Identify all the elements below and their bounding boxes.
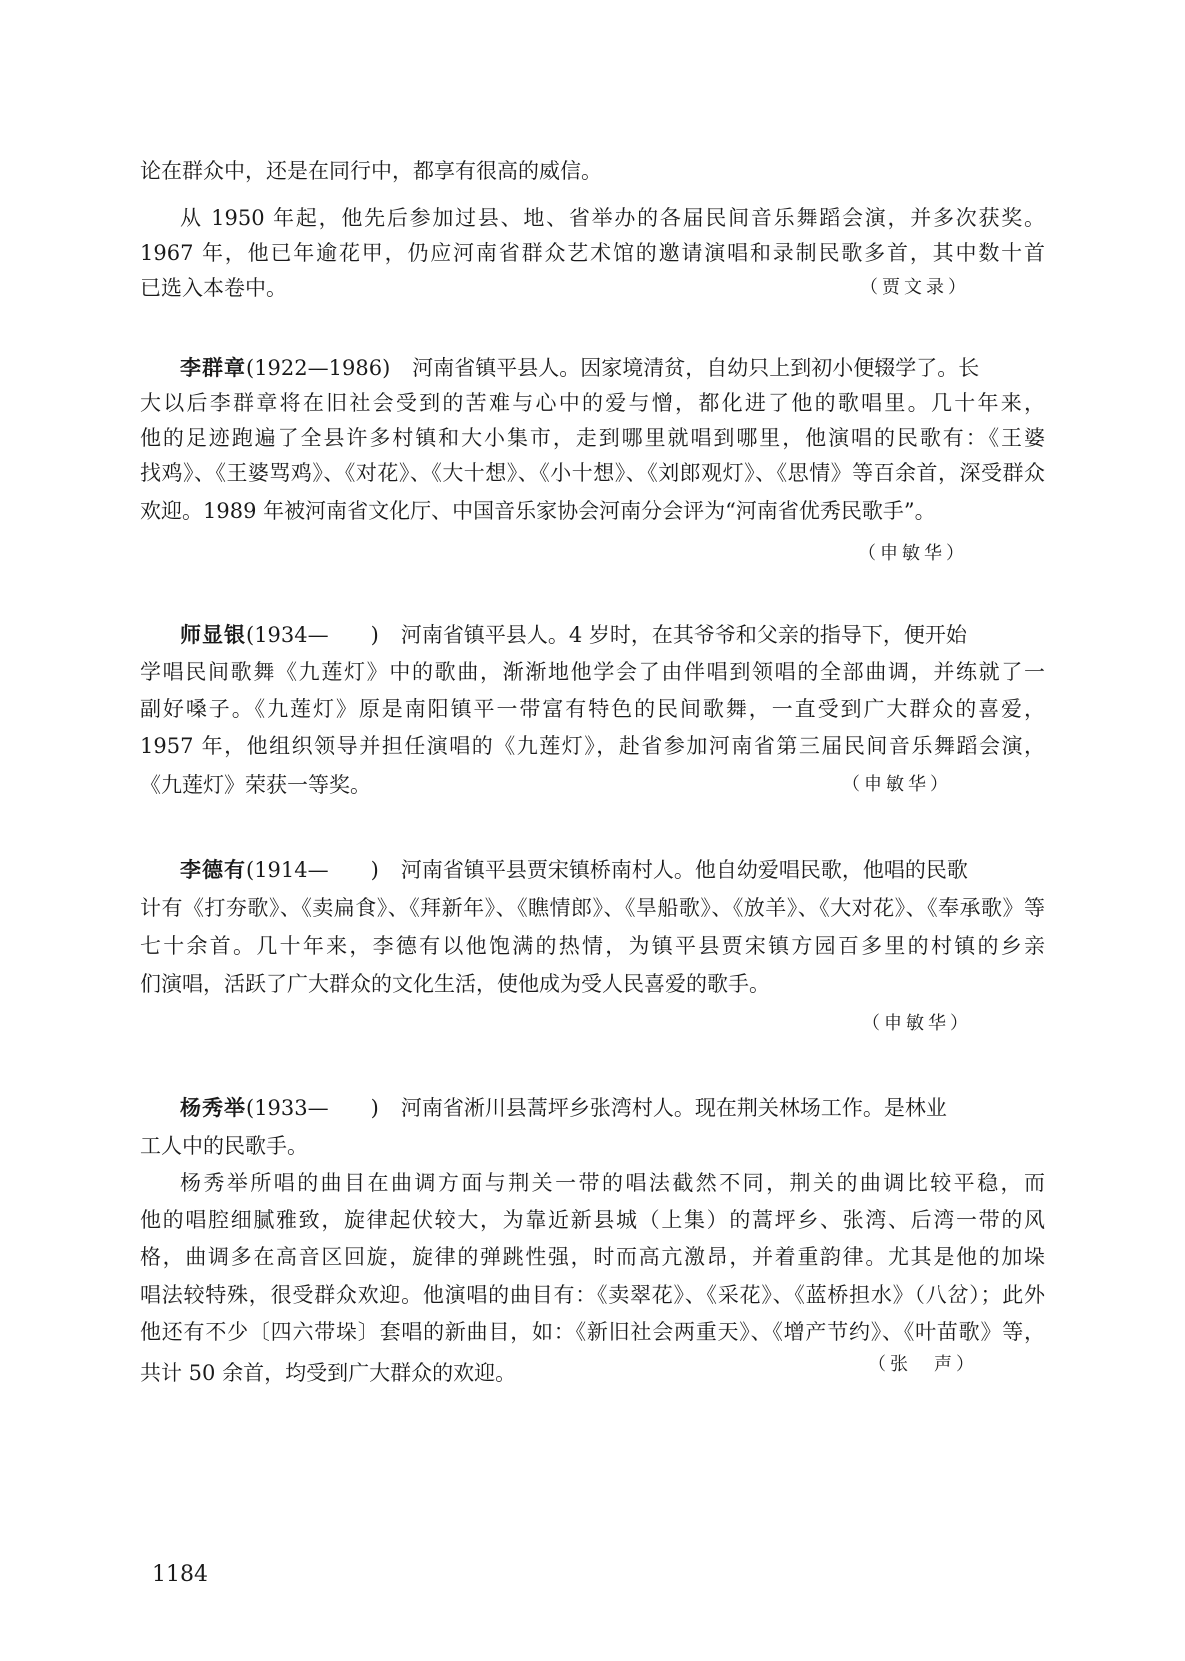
author-attribution: （张 声）: [868, 1354, 978, 1375]
text-line: 1957 年，他组织领导并担任演唱的《九莲灯》，赴省参加河南省第三届民间音乐舞蹈会演，: [140, 734, 1045, 758]
author-attribution: （申敏华）: [858, 543, 968, 564]
author-attribution: （申敏华）: [862, 1013, 972, 1034]
entry-header: [180, 855, 1045, 885]
text-line: 副好嗓子。《九莲灯》原是南阳镇平一带富有特色的民间歌舞，一直受到广大群众的喜爱，: [140, 697, 1045, 721]
entry-header: [180, 353, 1045, 383]
person-name: 杨秀举: [180, 1095, 246, 1120]
page-number: 1184: [152, 1562, 208, 1587]
text-line: 工人中的民歌手。: [140, 1134, 308, 1158]
author-attribution: （申敏华）: [842, 774, 952, 795]
entry-header: [180, 1093, 1045, 1123]
text-line: 河南省淅川县蒿坪乡张湾村人。现在荆关林场工作。是林业: [400, 1096, 947, 1120]
text-line: 大以后李群章将在旧社会受到的苦难与心中的爱与憎，都化进了他的歌唱里。几十年来，: [140, 391, 1045, 415]
person-name: 李群章: [180, 355, 246, 380]
text-line: 欢迎。1989 年被河南省文化厅、中国音乐家协会河南分会评为“河南省优秀民歌手”。: [140, 499, 936, 523]
text-line: 1967 年，他已年逾花甲，仍应河南省群众艺术馆的邀请演唱和录制民歌多首，其中数十首: [140, 241, 1045, 265]
person-dates: (1933— ): [246, 1096, 379, 1120]
text-line: 河南省镇平县人。4 岁时，在其爷爷和父亲的指导下，便开始: [400, 623, 967, 647]
author-attribution: （贾文录）: [860, 277, 970, 298]
entry-header: [180, 620, 1045, 650]
text-line: 唱法较特殊，很受群众欢迎。他演唱的曲目有：《卖翠花》、《采花》、《蓝桥担水》（八岔）；此外: [140, 1283, 1045, 1307]
text-line: 《九莲灯》荣获一等奖。: [140, 773, 371, 797]
text-line: 他的足迹跑遍了全县许多村镇和大小集市，走到哪里就唱到哪里，他演唱的民歌有：《王婆: [140, 426, 1045, 450]
person-dates: (1914— ): [246, 858, 379, 882]
person-name: 李德有: [180, 857, 246, 882]
text-line: 们演唱，活跃了广大群众的文化生活，使他成为受人民喜爱的歌手。: [140, 972, 770, 996]
text-line: 七十余首。几十年来，李德有以他饱满的热情，为镇平县贾宋镇方园百多里的村镇的乡亲: [140, 934, 1045, 958]
text-line: 河南省镇平县贾宋镇桥南村人。他自幼爱唱民歌，他唱的民歌: [400, 858, 968, 882]
text-line: 学唱民间歌舞《九莲灯》中的歌曲，渐渐地他学会了由伴唱到领唱的全部曲调，并练就了一: [140, 660, 1045, 684]
text-line: 论在群众中，还是在同行中，都享有很高的威信。: [140, 159, 602, 183]
text-line: 计有《打夯歌》、《卖扁食》、《拜新年》、《瞧情郎》、《旱船歌》、《放羊》、《大对花》、《奉承歌》等: [140, 896, 1045, 920]
text-line: 找鸡》、《王婆骂鸡》、《对花》、《大十想》、《小十想》、《刘郎观灯》、《思情》等百余首，深受群众: [140, 461, 1045, 485]
person-dates: (1934— ): [246, 623, 379, 647]
text-line: 他还有不少〔四六带垛〕套唱的新曲目，如：《新旧社会两重天》、《增产节约》、《叶苗歌》等，: [140, 1320, 1045, 1344]
person-dates: (1922—1986): [246, 356, 391, 380]
text-line: 格，曲调多在高音区回旋，旋律的弹跳性强，时而高亢激昂，并着重韵律。尤其是他的加垛: [140, 1245, 1045, 1269]
text-line: 他的唱腔细腻雅致，旋律起伏较大，为靠近新县城（上集）的蒿坪乡、张湾、后湾一带的风: [140, 1208, 1045, 1232]
text-line: 河南省镇平县人。因家境清贫，自幼只上到初小便辍学了。长: [412, 356, 980, 380]
text-line: 共计 50 余首，均受到广大群众的欢迎。: [140, 1361, 517, 1385]
text-line: 已选入本卷中。: [140, 276, 287, 300]
text-line: 杨秀举所唱的曲目在曲调方面与荆关一带的唱法截然不同，荆关的曲调比较平稳，而: [180, 1171, 1045, 1195]
person-name: 师显银: [180, 622, 246, 647]
text-line: 从 1950 年起，他先后参加过县、地、省举办的各届民间音乐舞蹈会演，并多次获奖。: [180, 206, 1045, 230]
